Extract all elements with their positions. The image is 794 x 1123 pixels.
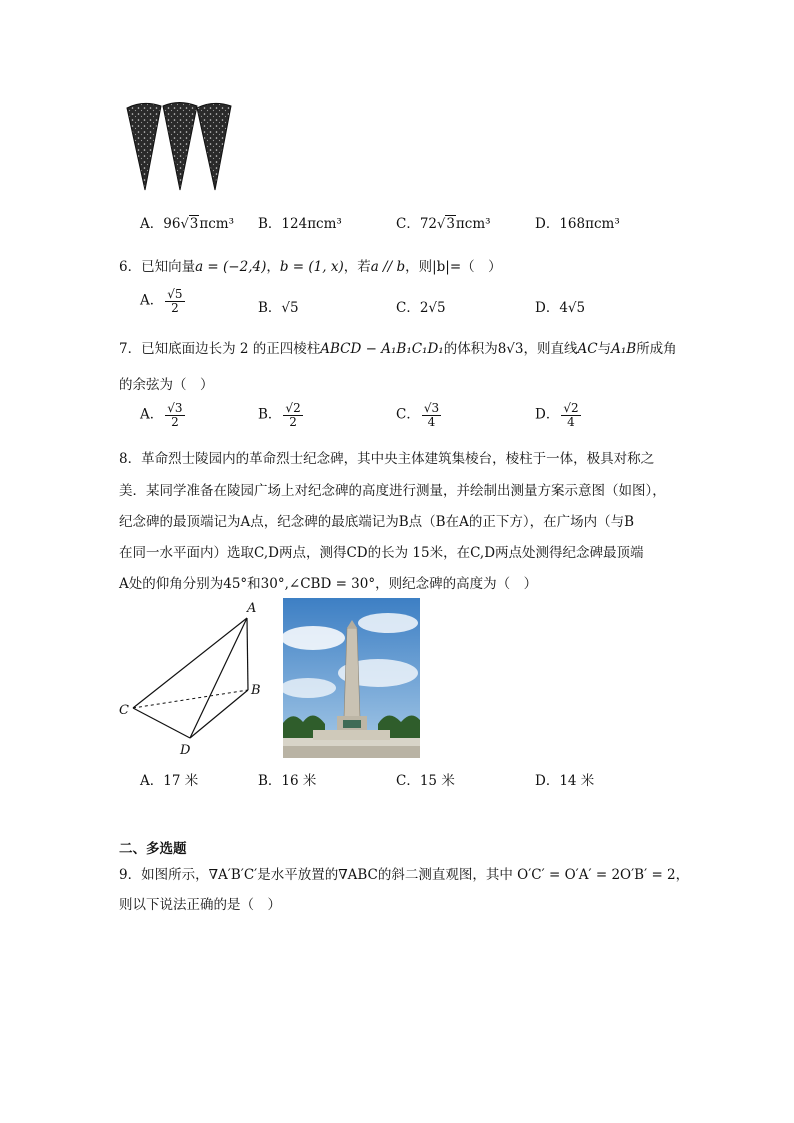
label-a: A <box>247 601 257 616</box>
q7-option-a[interactable]: A． $\frac{√3}{2}$ <box>140 401 183 429</box>
label-c: C <box>119 703 129 718</box>
q9-line-2: 则以下说法正确的是（ ） <box>119 897 281 913</box>
q7-stem-line2: 的余弦为（ ） <box>119 377 214 393</box>
label-d: D <box>180 743 191 758</box>
cone-stones-image <box>125 100 233 192</box>
section-heading: 二、多选题 <box>119 841 187 857</box>
label-b: B <box>251 683 261 698</box>
q6-option-c[interactable]: C．2√5 <box>396 300 446 316</box>
q9-line-1: 9．如图所示，∇A′B′C′是水平放置的∇ABC的斜二测直观图，其中 O′C′ = O′A′ = 2O′B′ = 2， <box>119 867 690 883</box>
q8-line-1: 8．革命烈士陵园内的革命烈士纪念碑，其中央主体建筑集棱台，棱柱于一体，极具对称之 <box>119 451 655 467</box>
q6-stem: 6．已知向量a = (−2,4)，b = (1, x)，若a // b，则|b|=（ ） <box>119 259 502 275</box>
edge-ad <box>190 618 247 738</box>
q8-line-3: 纪念碑的最顶端记为A点，纪念碑的最底端记为B点（B在A的正下方），在广场内（与B <box>119 514 635 530</box>
q5-option-b[interactable]: B．124πcm³ <box>258 216 342 232</box>
q8-option-b[interactable]: B．16 米 <box>258 773 317 789</box>
monument-photo <box>283 598 420 758</box>
edge-cb-dashed <box>133 690 248 708</box>
edge-cd <box>133 708 190 738</box>
q8-line-2: 美．某同学准备在陵园广场上对纪念碑的高度进行测量，并绘制出测量方案示意图（如图）， <box>119 483 666 499</box>
q8-geometry-diagram <box>115 598 275 760</box>
q7-stem-line1: 7．已知底面边长为 2 的正四棱柱ABCD − A₁B₁C₁D₁的体积为8√3，则直线AC与A₁B所成角 <box>119 341 677 357</box>
q6-option-b[interactable]: B．√5 <box>258 300 299 316</box>
edge-ab <box>247 618 248 690</box>
q8-line-4: 在同一水平面内）选取C,D两点，测得CD的长为 15米，在C,D两点处测得纪念碑最顶端 <box>119 545 644 561</box>
q7-option-c[interactable]: C． $\frac{√3}{4}$ <box>396 401 440 429</box>
q5-option-c[interactable]: C．72√3πcm³ <box>396 216 491 232</box>
edge-ac <box>133 618 247 708</box>
q8-option-c[interactable]: C．15 米 <box>396 773 455 789</box>
q8-option-d[interactable]: D．14 米 <box>535 773 595 789</box>
edge-bd <box>190 690 248 738</box>
q5-option-a[interactable]: A．96√3πcm³ <box>140 216 234 232</box>
q6-option-a[interactable]: A． $\frac{√5}{2}$ <box>140 287 183 315</box>
q8-option-a[interactable]: A．17 米 <box>140 773 199 789</box>
q5-option-d[interactable]: D．168πcm³ <box>535 216 620 232</box>
q7-option-b[interactable]: B． $\frac{√2}{2}$ <box>258 401 301 429</box>
q7-option-d[interactable]: D． $\frac{√2}{4}$ <box>535 401 579 429</box>
q8-line-5: A处的仰角分别为45°和30°,∠CBD = 30°，则纪念碑的高度为（ ） <box>119 576 538 592</box>
q6-option-d[interactable]: D．4√5 <box>535 300 586 316</box>
